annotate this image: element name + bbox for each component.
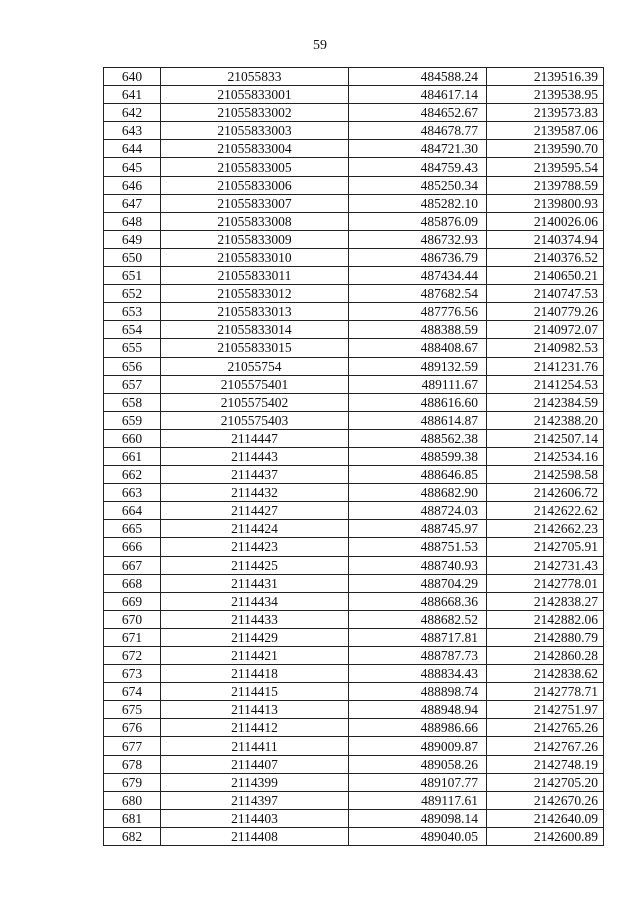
row-number-cell: 661 <box>104 447 161 465</box>
point-id-cell: 2114433 <box>161 610 349 628</box>
y-coordinate-cell: 2141254.53 <box>487 375 604 393</box>
row-number-cell: 663 <box>104 484 161 502</box>
y-coordinate-cell: 2139595.54 <box>487 158 604 176</box>
y-coordinate-cell: 2142662.23 <box>487 520 604 538</box>
row-number-cell: 675 <box>104 701 161 719</box>
y-coordinate-cell: 2142606.72 <box>487 484 604 502</box>
row-number-cell: 664 <box>104 502 161 520</box>
y-coordinate-cell: 2142882.06 <box>487 610 604 628</box>
y-coordinate-cell: 2140026.06 <box>487 212 604 230</box>
row-number-cell: 641 <box>104 86 161 104</box>
table-row <box>104 393 604 411</box>
y-coordinate-cell: 2140376.52 <box>487 248 604 266</box>
point-id-cell: 2114407 <box>161 755 349 773</box>
row-number-cell: 667 <box>104 556 161 574</box>
table-row <box>104 628 604 646</box>
row-number-cell: 651 <box>104 267 161 285</box>
row-number-cell: 640 <box>104 68 161 86</box>
y-coordinate-cell: 2142507.14 <box>487 429 604 447</box>
y-coordinate-cell: 2142705.91 <box>487 538 604 556</box>
x-coordinate-cell: 489009.87 <box>349 737 487 755</box>
y-coordinate-cell: 2142640.09 <box>487 809 604 827</box>
table-row <box>104 68 604 86</box>
table-row <box>104 321 604 339</box>
point-id-cell: 21055833007 <box>161 194 349 212</box>
table-row <box>104 773 604 791</box>
table-row <box>104 194 604 212</box>
x-coordinate-cell: 489117.61 <box>349 791 487 809</box>
y-coordinate-cell: 2142384.59 <box>487 393 604 411</box>
x-coordinate-cell: 488614.87 <box>349 411 487 429</box>
point-id-cell: 21055833012 <box>161 285 349 303</box>
point-id-cell: 2114408 <box>161 827 349 845</box>
table-row <box>104 502 604 520</box>
row-number-cell: 647 <box>104 194 161 212</box>
table-row <box>104 429 604 447</box>
point-id-cell: 21055833004 <box>161 140 349 158</box>
row-number-cell: 678 <box>104 755 161 773</box>
row-number-cell: 654 <box>104 321 161 339</box>
row-number-cell: 679 <box>104 773 161 791</box>
table-row <box>104 122 604 140</box>
point-id-cell: 2114423 <box>161 538 349 556</box>
table-row <box>104 230 604 248</box>
table-row <box>104 592 604 610</box>
x-coordinate-cell: 489058.26 <box>349 755 487 773</box>
coordinates-table <box>103 67 604 846</box>
point-id-cell: 21055833014 <box>161 321 349 339</box>
point-id-cell: 2114421 <box>161 647 349 665</box>
table-row <box>104 86 604 104</box>
row-number-cell: 666 <box>104 538 161 556</box>
point-id-cell: 21055833001 <box>161 86 349 104</box>
row-number-cell: 671 <box>104 628 161 646</box>
row-number-cell: 676 <box>104 719 161 737</box>
y-coordinate-cell: 2139538.95 <box>487 86 604 104</box>
table-row <box>104 683 604 701</box>
y-coordinate-cell: 2142778.01 <box>487 574 604 592</box>
x-coordinate-cell: 488599.38 <box>349 447 487 465</box>
x-coordinate-cell: 485282.10 <box>349 194 487 212</box>
x-coordinate-cell: 488616.60 <box>349 393 487 411</box>
x-coordinate-cell: 487434.44 <box>349 267 487 285</box>
row-number-cell: 648 <box>104 212 161 230</box>
table-row <box>104 701 604 719</box>
point-id-cell: 2105575401 <box>161 375 349 393</box>
y-coordinate-cell: 2142600.89 <box>487 827 604 845</box>
x-coordinate-cell: 488682.52 <box>349 610 487 628</box>
row-number-cell: 649 <box>104 230 161 248</box>
y-coordinate-cell: 2139573.83 <box>487 104 604 122</box>
row-number-cell: 645 <box>104 158 161 176</box>
y-coordinate-cell: 2142838.27 <box>487 592 604 610</box>
x-coordinate-cell: 488948.94 <box>349 701 487 719</box>
row-number-cell: 656 <box>104 357 161 375</box>
table-row <box>104 574 604 592</box>
x-coordinate-cell: 488388.59 <box>349 321 487 339</box>
point-id-cell: 21055833010 <box>161 248 349 266</box>
x-coordinate-cell: 488668.36 <box>349 592 487 610</box>
table-row <box>104 538 604 556</box>
x-coordinate-cell: 485250.34 <box>349 176 487 194</box>
y-coordinate-cell: 2139587.06 <box>487 122 604 140</box>
y-coordinate-cell: 2140747.53 <box>487 285 604 303</box>
table-row <box>104 755 604 773</box>
table-row <box>104 285 604 303</box>
x-coordinate-cell: 489107.77 <box>349 773 487 791</box>
point-id-cell: 21055833 <box>161 68 349 86</box>
table-row <box>104 484 604 502</box>
x-coordinate-cell: 488682.90 <box>349 484 487 502</box>
point-id-cell: 21055833003 <box>161 122 349 140</box>
y-coordinate-cell: 2140982.53 <box>487 339 604 357</box>
point-id-cell: 2105575403 <box>161 411 349 429</box>
x-coordinate-cell: 487776.56 <box>349 303 487 321</box>
y-coordinate-cell: 2142751.97 <box>487 701 604 719</box>
row-number-cell: 646 <box>104 176 161 194</box>
row-number-cell: 650 <box>104 248 161 266</box>
y-coordinate-cell: 2142388.20 <box>487 411 604 429</box>
y-coordinate-cell: 2140374.94 <box>487 230 604 248</box>
y-coordinate-cell: 2142731.43 <box>487 556 604 574</box>
x-coordinate-cell: 487682.54 <box>349 285 487 303</box>
point-id-cell: 2114425 <box>161 556 349 574</box>
table-row <box>104 447 604 465</box>
row-number-cell: 669 <box>104 592 161 610</box>
table-row <box>104 375 604 393</box>
row-number-cell: 674 <box>104 683 161 701</box>
x-coordinate-cell: 488834.43 <box>349 665 487 683</box>
table-row <box>104 719 604 737</box>
x-coordinate-cell: 488740.93 <box>349 556 487 574</box>
row-number-cell: 673 <box>104 665 161 683</box>
y-coordinate-cell: 2142765.26 <box>487 719 604 737</box>
y-coordinate-cell: 2142670.26 <box>487 791 604 809</box>
y-coordinate-cell: 2142860.28 <box>487 647 604 665</box>
x-coordinate-cell: 488787.73 <box>349 647 487 665</box>
y-coordinate-cell: 2139800.93 <box>487 194 604 212</box>
point-id-cell: 2114412 <box>161 719 349 737</box>
point-id-cell: 2114411 <box>161 737 349 755</box>
x-coordinate-cell: 484678.77 <box>349 122 487 140</box>
row-number-cell: 657 <box>104 375 161 393</box>
table-row <box>104 466 604 484</box>
point-id-cell: 2114429 <box>161 628 349 646</box>
point-id-cell: 2114432 <box>161 484 349 502</box>
point-id-cell: 21055833006 <box>161 176 349 194</box>
point-id-cell: 2114431 <box>161 574 349 592</box>
x-coordinate-cell: 488562.38 <box>349 429 487 447</box>
x-coordinate-cell: 484652.67 <box>349 104 487 122</box>
point-id-cell: 2114424 <box>161 520 349 538</box>
point-id-cell: 2114437 <box>161 466 349 484</box>
y-coordinate-cell: 2140779.26 <box>487 303 604 321</box>
y-coordinate-cell: 2140650.21 <box>487 267 604 285</box>
point-id-cell: 2114399 <box>161 773 349 791</box>
x-coordinate-cell: 488986.66 <box>349 719 487 737</box>
table-row <box>104 647 604 665</box>
x-coordinate-cell: 489098.14 <box>349 809 487 827</box>
x-coordinate-cell: 489132.59 <box>349 357 487 375</box>
row-number-cell: 644 <box>104 140 161 158</box>
y-coordinate-cell: 2142778.71 <box>487 683 604 701</box>
point-id-cell: 21055833009 <box>161 230 349 248</box>
row-number-cell: 682 <box>104 827 161 845</box>
x-coordinate-cell: 484721.30 <box>349 140 487 158</box>
table-row <box>104 212 604 230</box>
row-number-cell: 681 <box>104 809 161 827</box>
point-id-cell: 21055833008 <box>161 212 349 230</box>
table-row <box>104 158 604 176</box>
table-row <box>104 827 604 845</box>
point-id-cell: 2114434 <box>161 592 349 610</box>
point-id-cell: 2114397 <box>161 791 349 809</box>
point-id-cell: 2114427 <box>161 502 349 520</box>
point-id-cell: 2114413 <box>161 701 349 719</box>
x-coordinate-cell: 488751.53 <box>349 538 487 556</box>
point-id-cell: 2114443 <box>161 447 349 465</box>
row-number-cell: 653 <box>104 303 161 321</box>
point-id-cell: 21055833013 <box>161 303 349 321</box>
row-number-cell: 672 <box>104 647 161 665</box>
point-id-cell: 21055754 <box>161 357 349 375</box>
row-number-cell: 670 <box>104 610 161 628</box>
x-coordinate-cell: 486732.93 <box>349 230 487 248</box>
y-coordinate-cell: 2142622.62 <box>487 502 604 520</box>
table-row <box>104 411 604 429</box>
table-row <box>104 665 604 683</box>
table-row <box>104 610 604 628</box>
table-row <box>104 737 604 755</box>
table-row <box>104 140 604 158</box>
x-coordinate-cell: 488898.74 <box>349 683 487 701</box>
row-number-cell: 680 <box>104 791 161 809</box>
table-row <box>104 248 604 266</box>
x-coordinate-cell: 488745.97 <box>349 520 487 538</box>
x-coordinate-cell: 489040.05 <box>349 827 487 845</box>
y-coordinate-cell: 2140972.07 <box>487 321 604 339</box>
y-coordinate-cell: 2139788.59 <box>487 176 604 194</box>
point-id-cell: 2114447 <box>161 429 349 447</box>
x-coordinate-cell: 484588.24 <box>349 68 487 86</box>
row-number-cell: 665 <box>104 520 161 538</box>
x-coordinate-cell: 485876.09 <box>349 212 487 230</box>
table-row <box>104 520 604 538</box>
y-coordinate-cell: 2142705.20 <box>487 773 604 791</box>
y-coordinate-cell: 2139516.39 <box>487 68 604 86</box>
y-coordinate-cell: 2142767.26 <box>487 737 604 755</box>
point-id-cell: 2114415 <box>161 683 349 701</box>
point-id-cell: 2105575402 <box>161 393 349 411</box>
table-row <box>104 303 604 321</box>
row-number-cell: 668 <box>104 574 161 592</box>
table-row <box>104 357 604 375</box>
table-row <box>104 339 604 357</box>
x-coordinate-cell: 484617.14 <box>349 86 487 104</box>
point-id-cell: 2114403 <box>161 809 349 827</box>
point-id-cell: 21055833011 <box>161 267 349 285</box>
point-id-cell: 2114418 <box>161 665 349 683</box>
table-row <box>104 791 604 809</box>
table-row <box>104 267 604 285</box>
row-number-cell: 658 <box>104 393 161 411</box>
row-number-cell: 659 <box>104 411 161 429</box>
x-coordinate-cell: 488408.67 <box>349 339 487 357</box>
page-number: 59 <box>313 38 327 53</box>
y-coordinate-cell: 2141231.76 <box>487 357 604 375</box>
y-coordinate-cell: 2142534.16 <box>487 447 604 465</box>
row-number-cell: 662 <box>104 466 161 484</box>
point-id-cell: 21055833015 <box>161 339 349 357</box>
row-number-cell: 642 <box>104 104 161 122</box>
row-number-cell: 660 <box>104 429 161 447</box>
y-coordinate-cell: 2139590.70 <box>487 140 604 158</box>
x-coordinate-cell: 486736.79 <box>349 248 487 266</box>
x-coordinate-cell: 488704.29 <box>349 574 487 592</box>
row-number-cell: 655 <box>104 339 161 357</box>
table-row <box>104 556 604 574</box>
point-id-cell: 21055833005 <box>161 158 349 176</box>
x-coordinate-cell: 488724.03 <box>349 502 487 520</box>
y-coordinate-cell: 2142748.19 <box>487 755 604 773</box>
x-coordinate-cell: 489111.67 <box>349 375 487 393</box>
row-number-cell: 643 <box>104 122 161 140</box>
table-row <box>104 809 604 827</box>
coordinates-table-body <box>104 68 604 846</box>
y-coordinate-cell: 2142598.58 <box>487 466 604 484</box>
point-id-cell: 21055833002 <box>161 104 349 122</box>
x-coordinate-cell: 488717.81 <box>349 628 487 646</box>
row-number-cell: 652 <box>104 285 161 303</box>
table-row <box>104 176 604 194</box>
x-coordinate-cell: 488646.85 <box>349 466 487 484</box>
x-coordinate-cell: 484759.43 <box>349 158 487 176</box>
y-coordinate-cell: 2142880.79 <box>487 628 604 646</box>
row-number-cell: 677 <box>104 737 161 755</box>
table-row <box>104 104 604 122</box>
y-coordinate-cell: 2142838.62 <box>487 665 604 683</box>
